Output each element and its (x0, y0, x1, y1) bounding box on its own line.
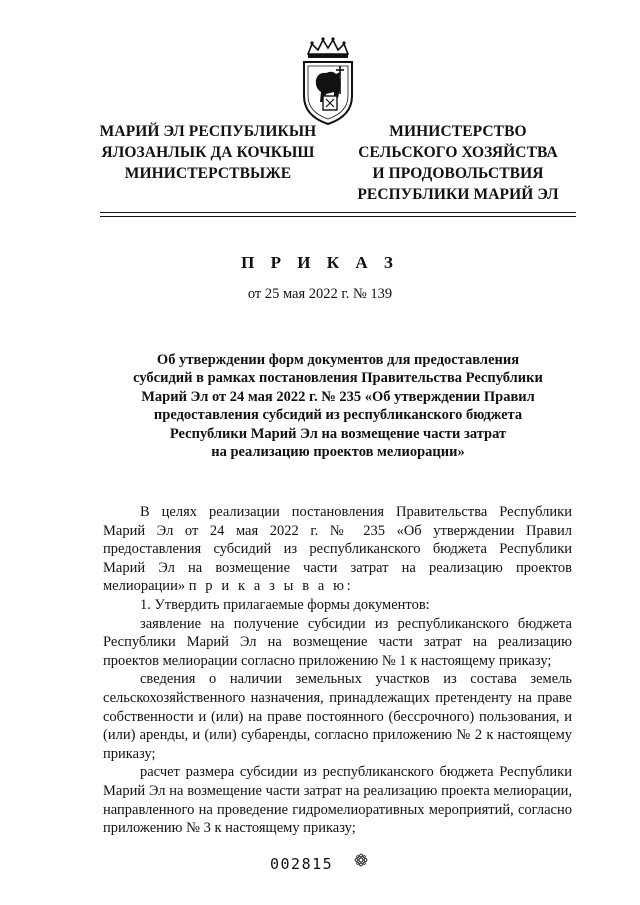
serial-number: 002815 (270, 855, 334, 873)
preamble-paragraph (103, 503, 572, 596)
header-divider-thick (100, 212, 576, 213)
header-divider-thin (100, 216, 576, 217)
coat-of-arms-icon (296, 36, 360, 126)
header-left-line: МАРИЙ ЭЛ РЕСПУБЛИКЫН (99, 123, 317, 140)
paragraph-application-form: заявление на получение субсидии из республиканского бюджета Республики Марий Эл на возмещение части затрат на реализацию проектов мелиорации согласно приложению № 1 к настоящему приказу; (103, 615, 572, 669)
subject-line: Об утверждении форм документов для предоставления (156, 352, 520, 368)
header-right-line: РЕСПУБЛИКИ МАРИЙ ЭЛ (357, 186, 559, 203)
header-right-ministry-russian (328, 121, 588, 205)
document-subject (128, 351, 548, 461)
header-right-line: МИНИСТЕРСТВО (389, 123, 527, 140)
subject-line: предоставления субсидий из республиканского бюджета (153, 407, 523, 424)
subject-line: субсидий в рамках постановления Правительства Республики (133, 370, 543, 387)
header-right-line: И ПРОДОВОЛЬСТВИЯ (372, 165, 544, 182)
document-body (103, 503, 572, 838)
coat-of-arms-emblem (296, 36, 360, 126)
item-1: 1. Утвердить прилагаемые формы документов: (140, 596, 430, 613)
document-title: П Р И К А З (241, 253, 399, 272)
header-right-line: СЕЛЬСКОГО ХОЗЯЙСТВА (358, 144, 558, 161)
paragraph-subsidy-calculation: расчет размера субсидии из республиканского бюджета Республики Марий Эл на возмещение части затрат на реализацию проекта мелиорации, направленного на проведение гидромелиоративных мероприятий, согласно приложению № 3 к настоящему приказу; (103, 764, 572, 837)
subject-line: на реализацию проектов мелиорации» (211, 444, 465, 461)
paragraph-land-info: сведения о наличии земельных участков из состава земель сельскохозяйственного назначения, принадлежащих претенденту на праве собственности и (или) на праве постоянного (бессрочного) пользования, и (или) аренды, и (или) субаренды, согласно приложению № 2 к настоящему приказу; (103, 671, 572, 762)
preamble-text: В целях реализации постановления Правительства Республики Марий Эл от 24 мая 2022 г. № 235 «Об утверждении Правил предоставления субсидий из республиканского бюджета Республики Марий Эл на возмещение части затрат на реализацию проектов мелиорации» (103, 504, 572, 595)
header-left-line: МИНИСТЕРСТВЫЖЕ (124, 165, 292, 182)
subject-line: Республики Марий Эл на возмещение части затрат (169, 425, 507, 442)
header-left-ministry-mari (88, 121, 328, 184)
header-left-line: ЯЛОЗАНЛЫК ДА КОЧКЫШ (101, 144, 315, 161)
preamble-order-word: п р и к а з ы в а ю: (188, 578, 354, 595)
document-date-number: от 25 мая 2022 г. № 139 (247, 286, 393, 302)
flower-ornament-icon (354, 853, 368, 872)
subject-line: Марий Эл от 24 мая 2022 г. № 235 «Об утверждении Правил (141, 388, 535, 405)
